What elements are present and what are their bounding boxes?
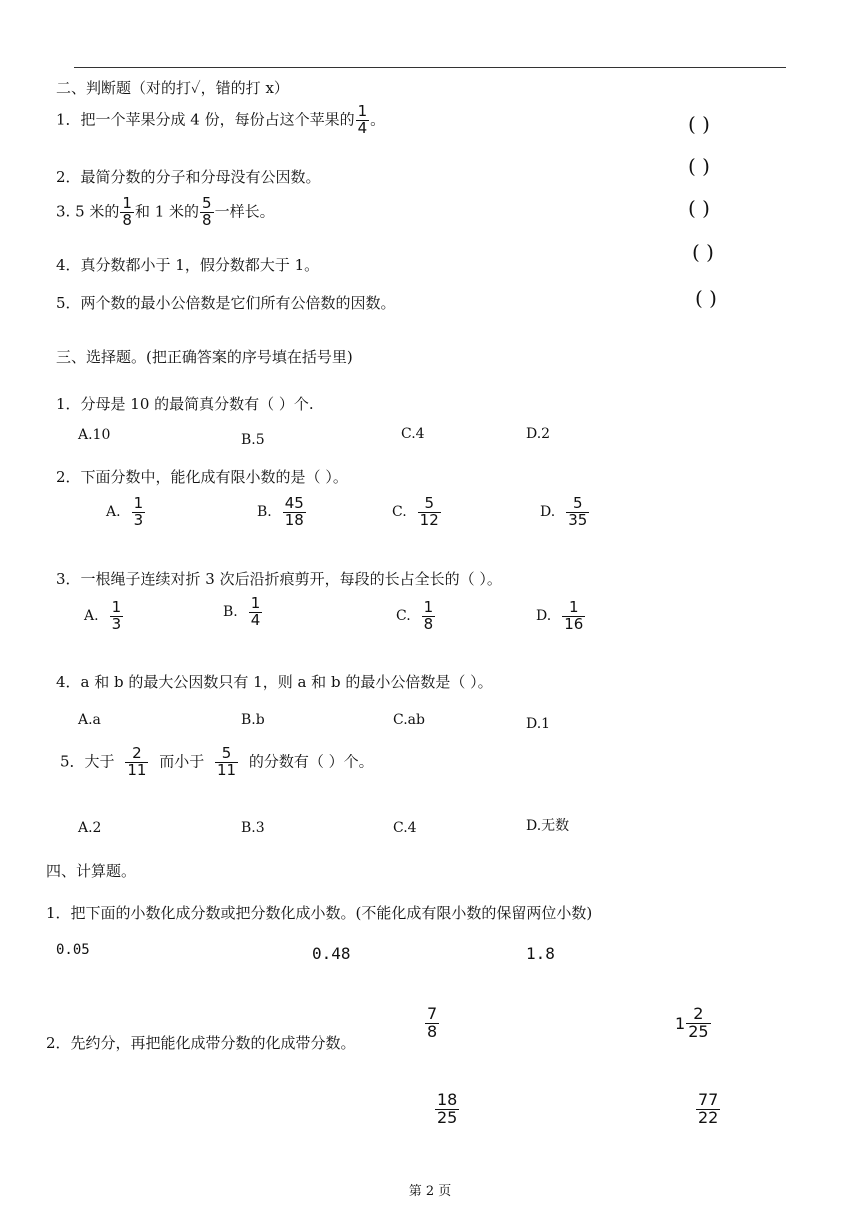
choice-question-2: 2．下面分数中，能化成有限小数的是（ ）。 <box>56 468 348 486</box>
judge-question-2: 2．最简分数的分子和分母没有公因数。 <box>56 168 321 186</box>
fraction: $\frac{7}{8}$ <box>427 1004 438 1041</box>
fraction: $\frac{1}{3}$ <box>133 494 144 529</box>
choice-heading: 三、选择题。(把正确答案的序号填在括号里) <box>56 348 353 366</box>
choice-2-option-b[interactable]: B. $\frac{45}{18}$ <box>257 494 304 529</box>
choice-question-5: 5．大于 $\frac{2}{11}$ 而小于 $\frac{5}{11}$ 的分数有（ ）个。 <box>60 744 374 779</box>
calc-fraction-18-25 <box>434 1092 460 1127</box>
calc-value-1: 0.05 <box>56 942 90 958</box>
choice-1-option-d[interactable]: D.2 <box>526 426 551 442</box>
judge-heading: 二、判断题（对的打✓，错的打 x） <box>56 79 289 97</box>
choice-question-1: 1．分母是 10 的最简真分数有（ ）个. <box>56 395 314 413</box>
choice-1-option-a[interactable]: A.10 <box>78 427 111 443</box>
answer-paren-3[interactable]: ( ) <box>688 196 710 220</box>
calc-fraction-7-8 <box>424 1006 440 1041</box>
judge-question-4: 4．真分数都小于 1，假分数都大于 1。 <box>56 256 320 274</box>
page-footer: 第 2 页 <box>408 1184 452 1199</box>
fraction: $\frac{1}{8}$ <box>423 598 434 633</box>
fraction: $\frac{2}{11}$ <box>127 744 147 779</box>
choice-question-4: 4．a 和 b 的最大公因数只有 1，则 a 和 b 的最小公倍数是（ ）。 <box>56 673 493 691</box>
judge-question-5: 5．两个数的最小公倍数是它们所有公倍数的因数。 <box>56 294 396 312</box>
fraction: $\frac{1}{4}$ <box>250 594 261 629</box>
choice-5-option-d[interactable]: D.无数 <box>526 818 570 834</box>
choice-3-option-a[interactable]: A. $\frac{1}{3}$ <box>84 598 122 633</box>
calc-value-2: 0.48 <box>312 944 351 963</box>
answer-paren-2[interactable]: ( ) <box>688 154 710 178</box>
calc-question-2: 2．先约分，再把能化成带分数的化成带分数。 <box>46 1034 356 1052</box>
choice-question-3: 3．一根绳子连续对折 3 次后沿折痕剪开，每段的长占全长的（ ）。 <box>56 570 502 588</box>
fraction: $\frac{1}{3}$ <box>111 598 122 633</box>
judge-question-1: 1．把一个苹果分成 4 份，每份占这个苹果的 $\frac{1}{4}$ 。 <box>56 102 386 137</box>
choice-5-option-c[interactable]: C.4 <box>393 820 417 836</box>
choice-4-option-c[interactable]: C.ab <box>393 712 425 728</box>
choice-3-option-c[interactable]: C. $\frac{1}{8}$ <box>396 598 434 633</box>
fraction: $\frac{1}{8}$ <box>122 194 132 229</box>
fraction: $\frac{1}{4}$ <box>357 102 368 137</box>
answer-paren-4[interactable]: ( ) <box>692 240 714 264</box>
choice-3-option-b[interactable]: B. $\frac{1}{4}$ <box>223 594 261 629</box>
choice-1-option-b[interactable]: B.5 <box>241 432 265 448</box>
answer-paren-1[interactable]: ( ) <box>688 112 710 136</box>
choice-5-option-b[interactable]: B.3 <box>241 820 265 836</box>
fraction: $\frac{5}{11}$ <box>217 744 237 779</box>
choice-2-option-c[interactable]: C. $\frac{5}{12}$ <box>392 494 439 529</box>
fraction: $\frac{77}{22}$ <box>698 1090 719 1127</box>
choice-1-option-c[interactable]: C.4 <box>401 426 425 442</box>
calc-question-1: 1．把下面的小数化成分数或把分数化成小数。(不能化成有限小数的保留两位小数) <box>46 904 593 922</box>
choice-4-option-a[interactable]: A.a <box>78 712 101 728</box>
fraction: $\frac{5}{35}$ <box>568 494 588 529</box>
fraction: $\frac{5}{12}$ <box>419 494 439 529</box>
calc-mixed-number: 1 $\frac{2}{25}$ <box>675 1004 709 1041</box>
choice-2-option-a[interactable]: A. $\frac{1}{3}$ <box>106 494 144 529</box>
choice-3-option-d[interactable]: D. $\frac{1}{16}$ <box>536 598 584 633</box>
choice-4-option-d[interactable]: D.1 <box>526 716 551 732</box>
choice-2-option-d[interactable]: D. $\frac{5}{35}$ <box>540 494 588 529</box>
choice-4-option-b[interactable]: B.b <box>241 712 265 728</box>
calc-value-3: 1.8 <box>526 944 555 963</box>
judge-question-3: 3. 5 米的 $\frac{1}{8}$ 和 1 米的 $\frac{5}{8}$ 一样长。 <box>56 194 275 229</box>
fraction: $\frac{2}{25}$ <box>688 1004 709 1041</box>
answer-paren-5[interactable]: ( ) <box>695 286 717 310</box>
fraction: $\frac{5}{8}$ <box>202 194 212 229</box>
header-rule <box>74 67 786 68</box>
calc-heading: 四、计算题。 <box>46 862 137 880</box>
fraction: $\frac{45}{18}$ <box>284 494 304 529</box>
fraction: $\frac{1}{16}$ <box>564 598 584 633</box>
choice-5-option-a[interactable]: A.2 <box>78 820 102 836</box>
calc-fraction-77-22 <box>695 1092 721 1127</box>
fraction: $\frac{18}{25}$ <box>437 1090 458 1127</box>
